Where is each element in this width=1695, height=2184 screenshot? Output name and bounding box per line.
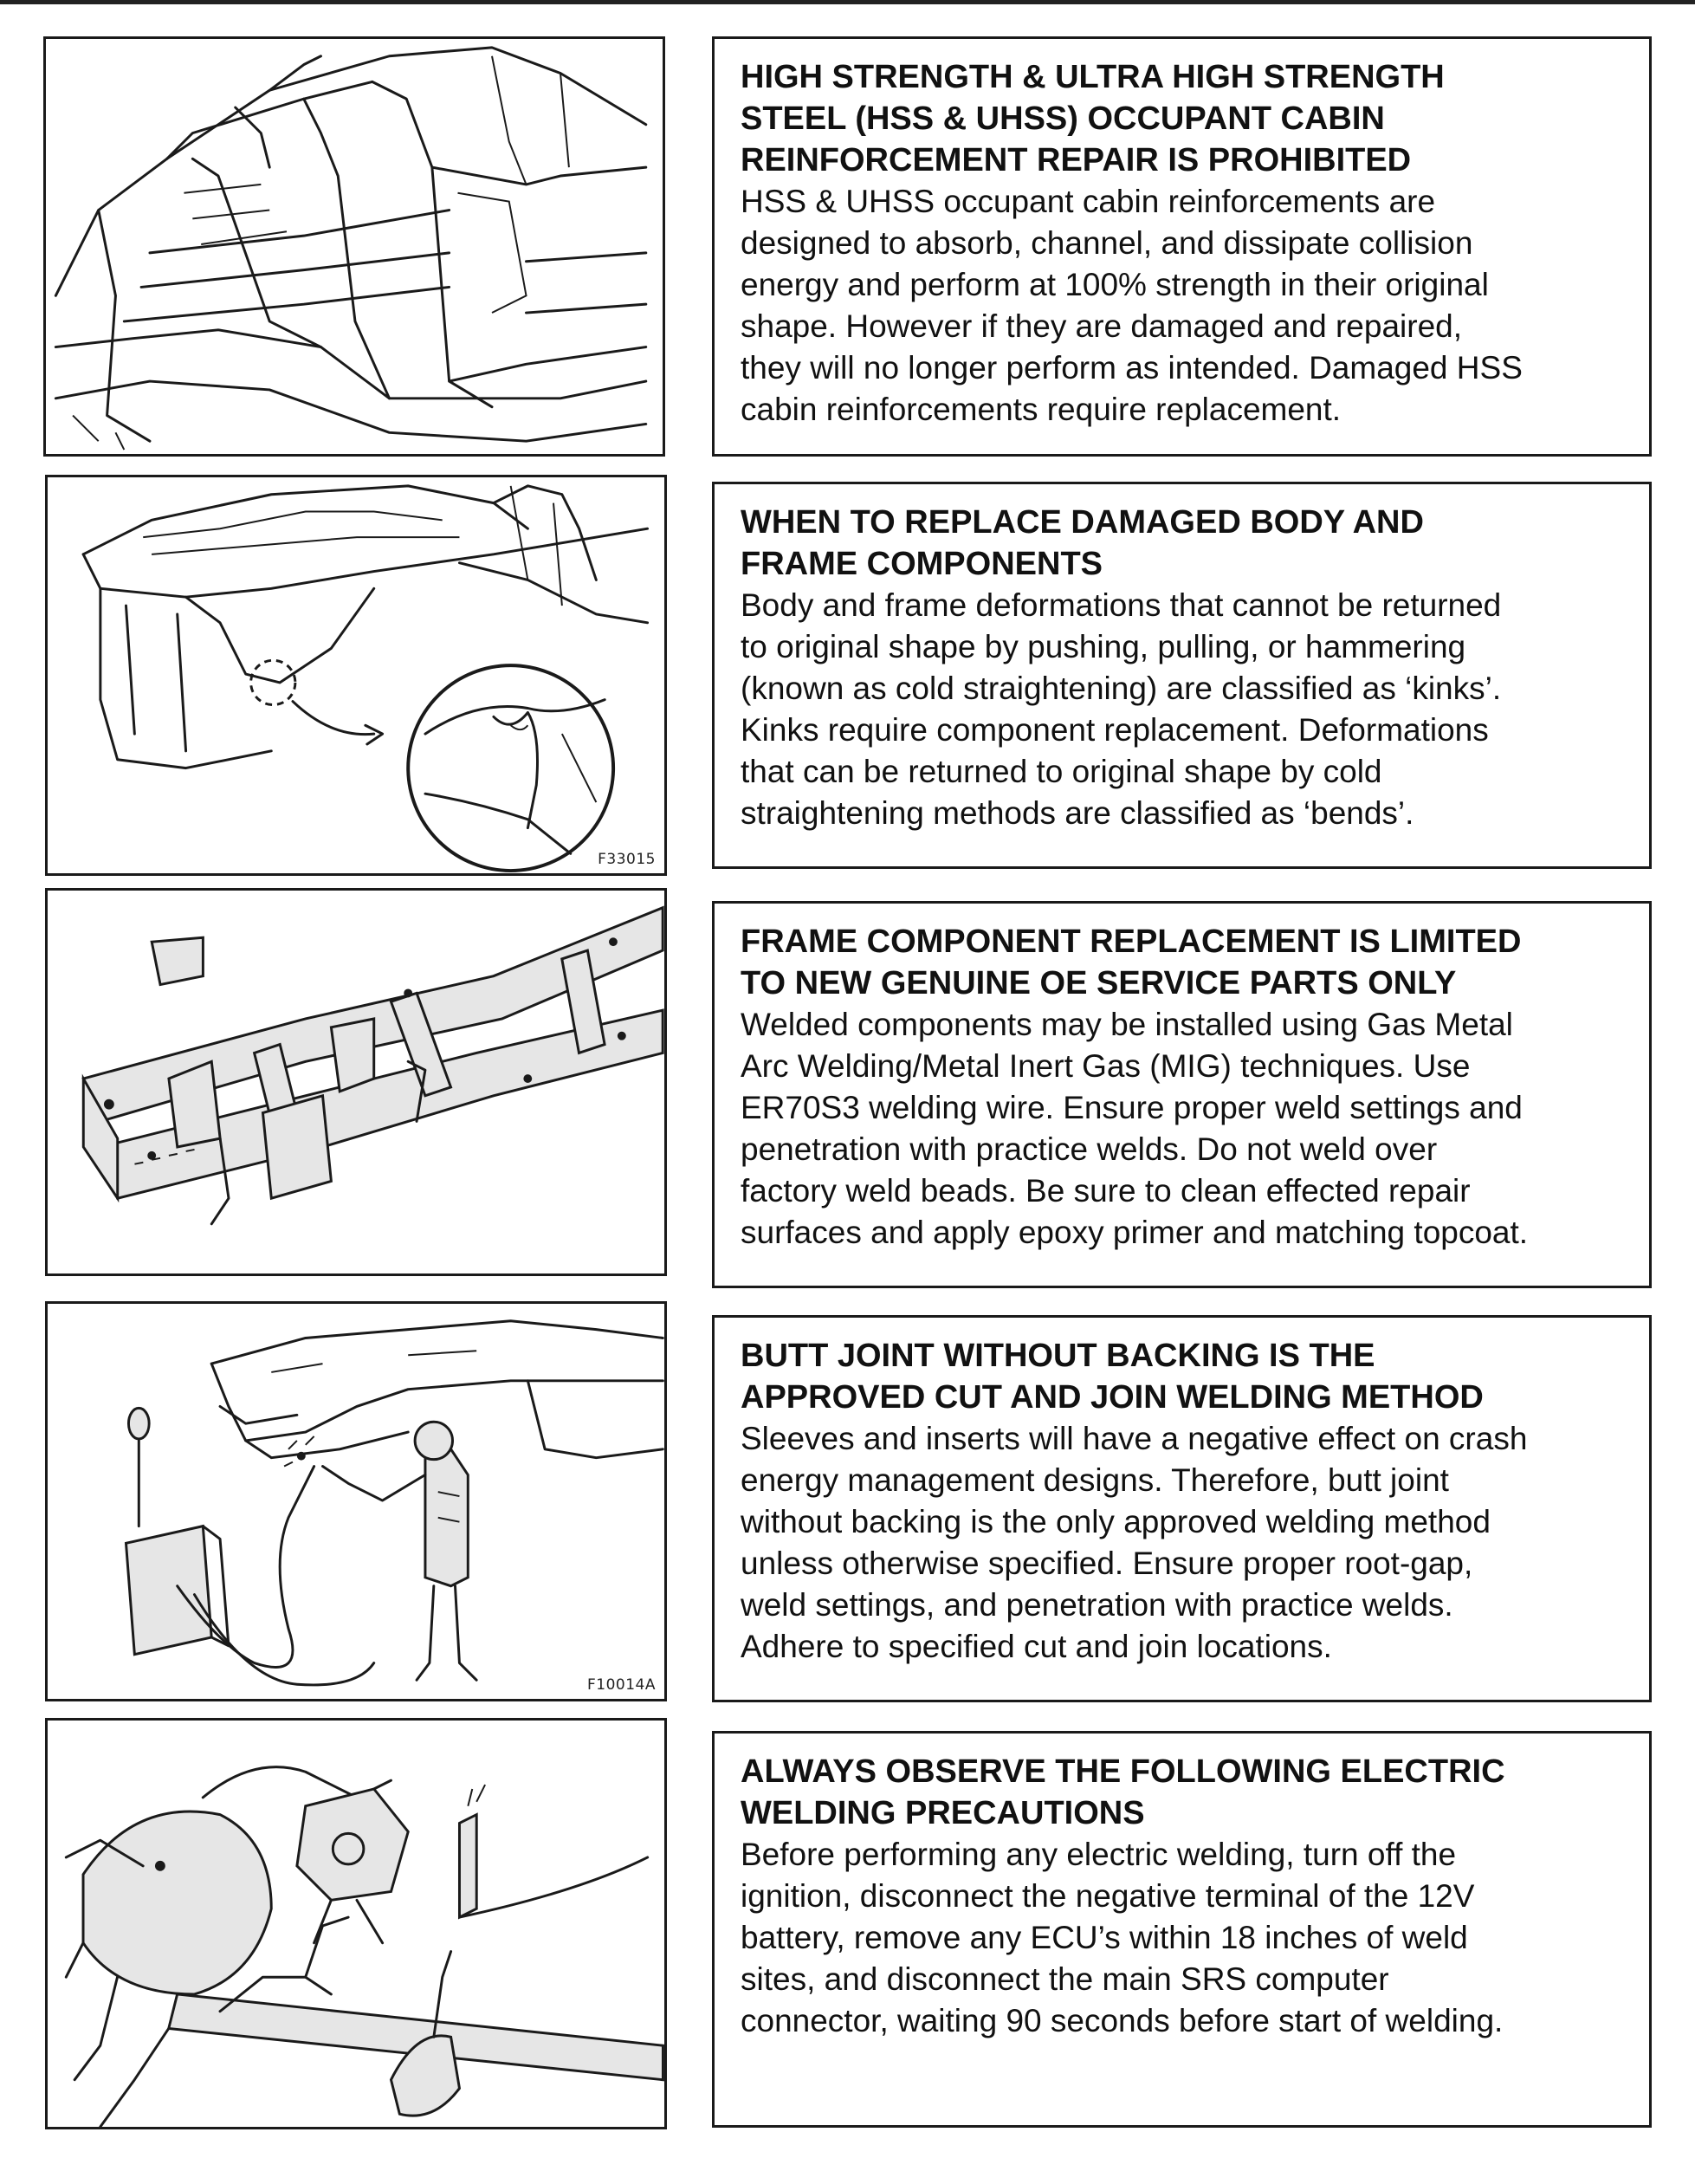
section-body: Welded components may be installed using Gas Metal Arc Welding/Metal Inert Gas (MIG) techniques. Use ER70S3 welding wire. Ensure proper weld settings and penetration with practice welds. Do not weld over factory weld beads. Be sure to clean effected repair surfaces and apply epoxy primer and matching topcoat.: [741, 1007, 1529, 1250]
section-heading: BUTT JOINT WITHOUT BACKING IS THE APPROVED CUT AND JOIN WELDING METHOD: [741, 1338, 1484, 1416]
section-heading: ALWAYS OBSERVE THE FOLLOWING ELECTRIC WELDING PRECAUTIONS: [741, 1753, 1505, 1831]
frame-assembly-illustration: [45, 888, 667, 1276]
section-body: Before performing any electric welding, turn off the ignition, disconnect the negative terminal of the 12V battery, remove any ECU’s within 18 inches of weld sites, and disconnect the main SRS computer connector, waiting 90 seconds before start of welding.: [741, 1837, 1504, 2038]
electric-welding-precautions-card: [712, 1731, 1652, 2128]
disconnect-battery-welding-drawing: [48, 1721, 664, 2127]
frame-replacement-oe-parts-card: [712, 901, 1652, 1288]
replace-damaged-components-card: [712, 482, 1652, 869]
car-body-frame-drawing: [46, 39, 663, 454]
welding-precautions-illustration: [45, 1718, 667, 2129]
figure-code: F10014A: [587, 1676, 656, 1694]
butt-joint-method-card: [712, 1315, 1652, 1702]
cabin-reinforcement-illustration: [43, 36, 665, 457]
section-body: Body and frame deformations that cannot be returned to original shape by pushing, pulling, or hammering (known as cold straightening) are classified as ‘kinks’. Kinks require component replacement. Deformations that can be returned to original shape by cold straightening methods are classified as ‘bends’.: [741, 587, 1502, 831]
ladder-frame-drawing: [48, 891, 664, 1273]
top-rule: [0, 0, 1695, 4]
body-front-kink-drawing: [48, 477, 664, 873]
kink-damage-illustration: [45, 475, 667, 876]
section-body: Sleeves and inserts will have a negative effect on crash energy management designs. Therefore, butt joint without backing is the only approved welding method unless otherwise specified. Ensure proper root-gap, weld settings, and penetration with practice welds. Adhere to specified cut and join locations.: [741, 1421, 1528, 1664]
section-heading: WHEN TO REPLACE DAMAGED BODY AND FRAME COMPONENTS: [741, 504, 1424, 582]
technician-welding-drawing: [48, 1304, 664, 1699]
hss-uhss-repair-prohibited-card: [712, 36, 1652, 457]
butt-joint-welding-illustration: [45, 1301, 667, 1701]
section-heading: HIGH STRENGTH & ULTRA HIGH STRENGTH STEEL (HSS & UHSS) OCCUPANT CABIN REINFORCEMENT REPAIR IS PROHIBITED: [741, 59, 1445, 178]
section-heading: FRAME COMPONENT REPLACEMENT IS LIMITED TO NEW GENUINE OE SERVICE PARTS ONLY: [741, 924, 1522, 1001]
figure-code: F33015: [598, 851, 656, 868]
section-body: HSS & UHSS occupant cabin reinforcements are designed to absorb, channel, and dissipate collision energy and perform at 100% strength in their original shape. However if they are damaged and repaired, they will no longer perform as intended. Damaged HSS cabin reinforcements require replacement.: [741, 184, 1523, 427]
